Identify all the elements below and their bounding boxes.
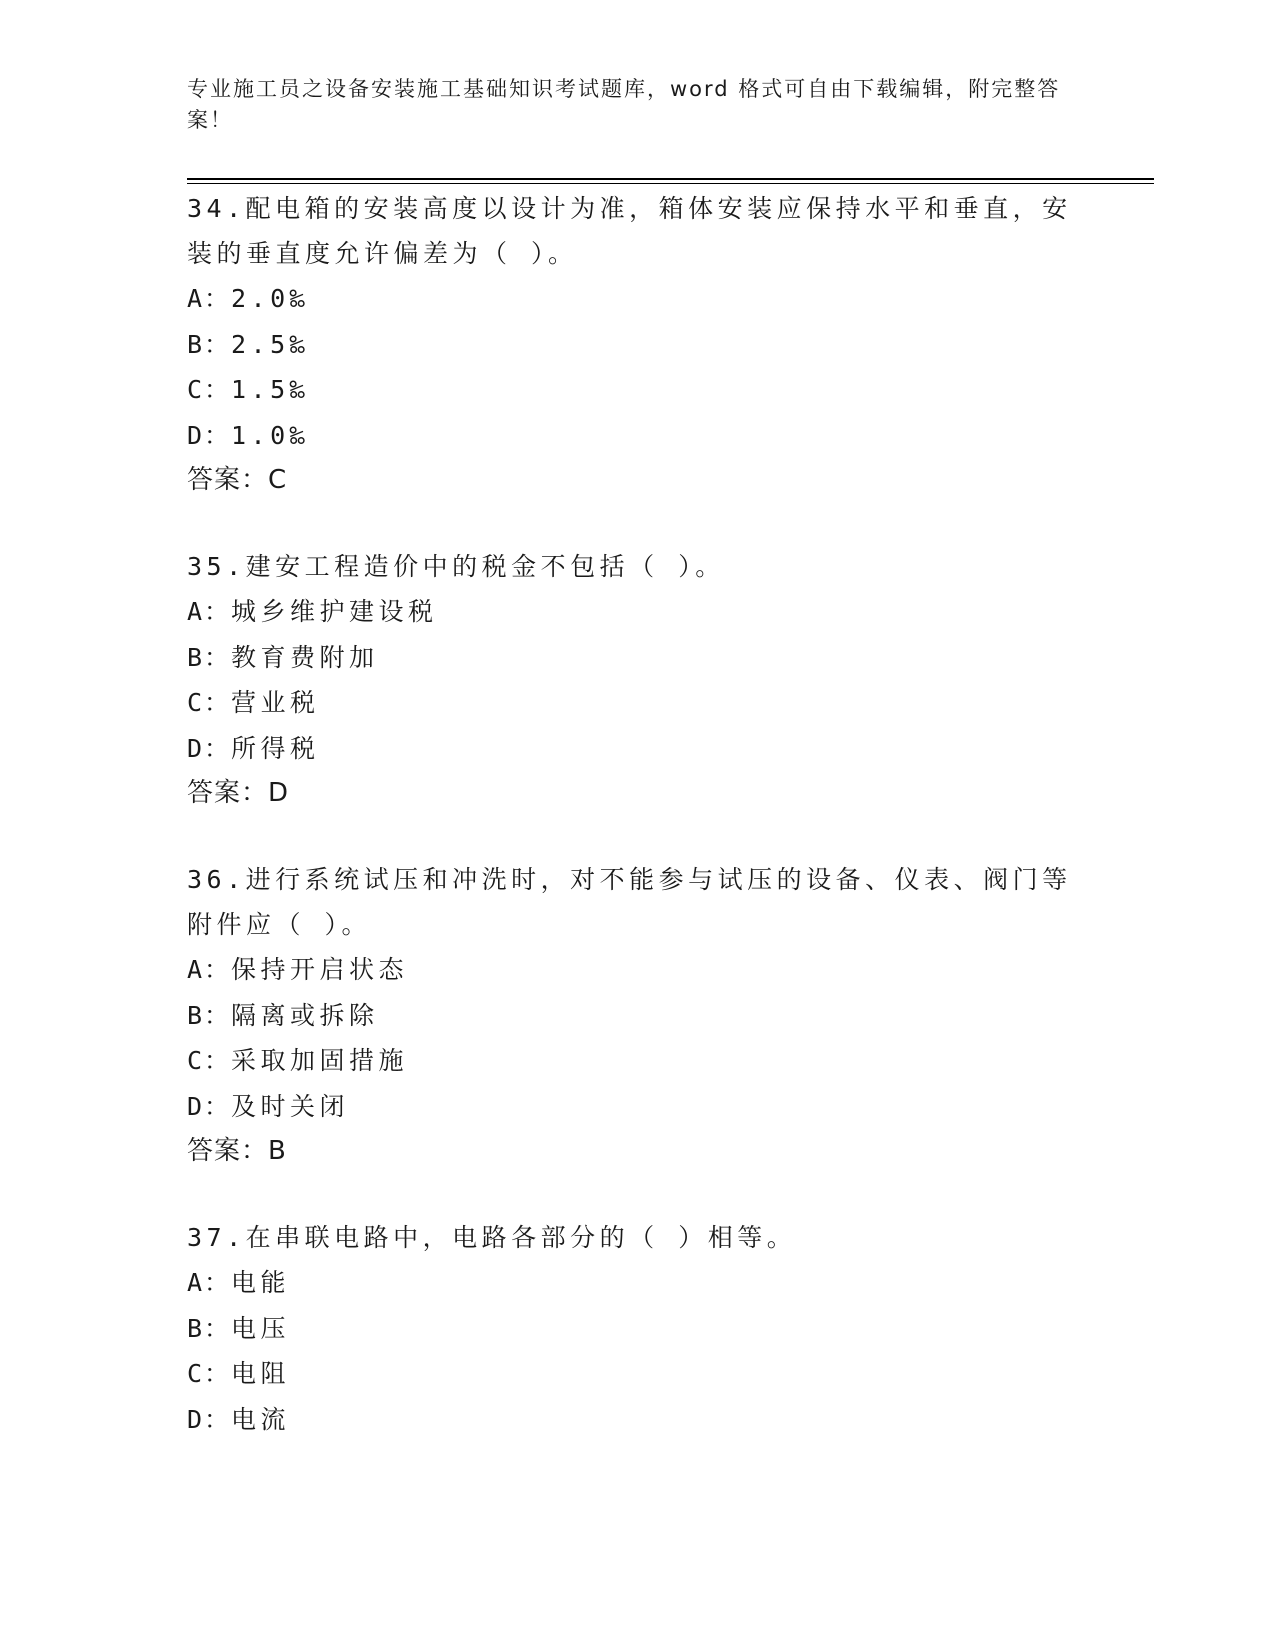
option-d bbox=[187, 726, 1087, 772]
option-text: 2.5‰ bbox=[231, 329, 310, 359]
option-key: D： bbox=[187, 1091, 232, 1121]
option-a bbox=[187, 276, 1087, 322]
answer-line: 答案：C bbox=[187, 465, 288, 495]
option-d bbox=[187, 413, 1087, 459]
option-key: C： bbox=[187, 1359, 232, 1388]
option-text: 城乡维护建设税 bbox=[231, 597, 438, 626]
option-key: D： bbox=[187, 1404, 232, 1434]
question-stem: 37.在串联电路中，电路各部分的（ ）相等。 bbox=[187, 1223, 797, 1252]
option-key: A： bbox=[187, 955, 232, 984]
question-37 bbox=[187, 1215, 1087, 1442]
option-b bbox=[187, 993, 1087, 1039]
option-text: 及时关闭 bbox=[231, 1091, 350, 1121]
header-divider bbox=[187, 178, 1154, 184]
option-d bbox=[187, 1084, 1087, 1130]
option-text: 电阻 bbox=[231, 1359, 291, 1388]
question-stem: 34.配电箱的安装高度以设计为准，箱体安装应保持水平和垂直，安装的垂直度允许偏差为（ ）。 bbox=[187, 194, 1072, 268]
option-text: 1.0‰ bbox=[231, 420, 310, 450]
option-b bbox=[187, 635, 1087, 681]
option-text: 隔离或拆除 bbox=[231, 1000, 379, 1030]
option-text: 采取加固措施 bbox=[231, 1046, 409, 1075]
question-stem: 36.进行系统试压和冲洗时，对不能参与试压的设备、仪表、阀门等附件应（ ）。 bbox=[187, 865, 1072, 939]
question-34 bbox=[187, 186, 1087, 502]
option-text: 2.0‰ bbox=[231, 284, 310, 313]
option-key: D： bbox=[187, 420, 232, 450]
option-key: A： bbox=[187, 284, 232, 313]
option-key: B： bbox=[187, 329, 232, 359]
option-d bbox=[187, 1397, 1087, 1443]
question-list bbox=[187, 186, 1087, 1484]
option-text: 电流 bbox=[231, 1404, 291, 1434]
document-header: 专业施工员之设备安装施工基础知识考试题库，word 格式可自由下载编辑，附完整答案！ bbox=[187, 77, 1061, 132]
option-a bbox=[187, 1260, 1087, 1306]
option-text: 营业税 bbox=[231, 688, 320, 717]
option-b bbox=[187, 1306, 1087, 1352]
question-35 bbox=[187, 544, 1087, 815]
option-key: B： bbox=[187, 1000, 232, 1030]
option-text: 保持开启状态 bbox=[231, 955, 409, 984]
question-36 bbox=[187, 857, 1087, 1173]
option-key: A： bbox=[187, 597, 232, 626]
question-stem: 35.建安工程造价中的税金不包括（ ）。 bbox=[187, 552, 725, 581]
option-c bbox=[187, 680, 1087, 726]
option-a bbox=[187, 947, 1087, 993]
option-text: 教育费附加 bbox=[231, 642, 379, 672]
option-key: B： bbox=[187, 1313, 232, 1343]
answer-line: 答案：D bbox=[187, 778, 290, 808]
option-key: B： bbox=[187, 642, 232, 672]
option-key: D： bbox=[187, 733, 232, 763]
option-b bbox=[187, 322, 1087, 368]
option-key: C： bbox=[187, 375, 232, 404]
option-a bbox=[187, 589, 1087, 635]
option-text: 电能 bbox=[231, 1268, 291, 1297]
option-text: 所得税 bbox=[231, 733, 320, 763]
option-c bbox=[187, 1038, 1087, 1084]
option-key: A： bbox=[187, 1268, 232, 1297]
option-key: C： bbox=[187, 688, 232, 717]
answer-line: 答案：B bbox=[187, 1136, 287, 1166]
option-text: 电压 bbox=[231, 1313, 291, 1343]
option-c bbox=[187, 367, 1087, 413]
option-c bbox=[187, 1351, 1087, 1397]
option-text: 1.5‰ bbox=[231, 375, 310, 404]
option-key: C： bbox=[187, 1046, 232, 1075]
